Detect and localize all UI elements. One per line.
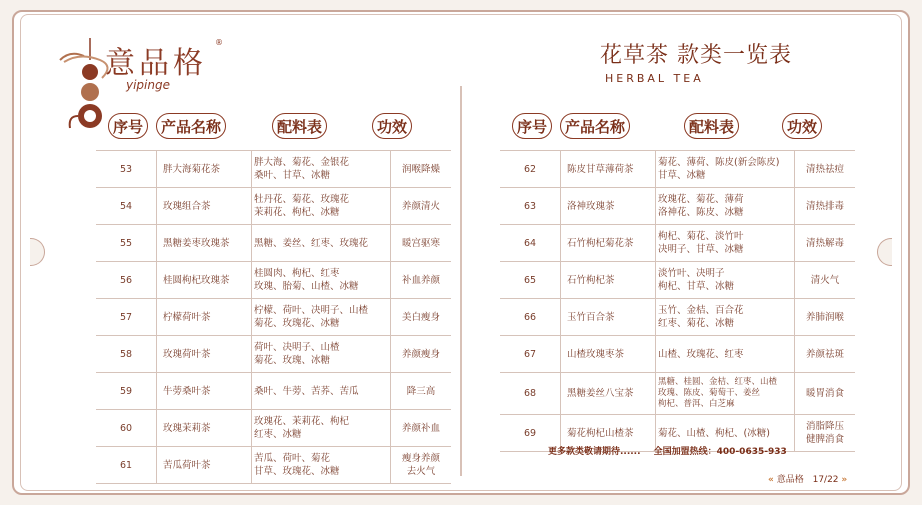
table-row: 69 菊花枸杞山楂茶 菊花、山楂、枸杞、(冰糖) 消脂降压 健脾消食	[500, 415, 855, 452]
footer-note	[548, 444, 787, 457]
center-fold	[460, 86, 462, 476]
page-number: 17/22	[812, 475, 839, 485]
table-row: 54 玫瑰组合茶 牡丹花、菊花、玫瑰花 茉莉花、枸杞、冰糖 养颜清火	[96, 188, 451, 225]
table-row: 67 山楂玫瑰枣茶 山楂、玫瑰花、红枣 养颜祛斑	[500, 336, 855, 373]
pager-brand: 意品格	[776, 475, 804, 485]
table-row: 66 玉竹百合茶 玉竹、金桔、百合花 红枣、菊花、冰糖 养肺润喉	[500, 299, 855, 336]
left-product-table	[96, 150, 451, 484]
table-row: 61 苦瓜荷叶茶 苦瓜、荷叶、菊花 甘草、玫瑰花、冰糖 瘦身养颜 去火气	[96, 447, 451, 484]
brand-name-en: yipinge	[126, 78, 170, 92]
more-coming-text: 更多款类敬请期待......	[548, 447, 641, 457]
franchise-hotline: 全国加盟热线：400-0635-933	[653, 447, 787, 457]
table-row: 65 石竹枸杞茶 淡竹叶、决明子 枸杞、甘草、冰糖 清火气	[500, 262, 855, 299]
left-header-product: 产品名称	[156, 113, 226, 139]
brand-name-cn: 意品格	[105, 46, 207, 81]
right-header-ingredients: 配料表	[684, 113, 739, 139]
prev-arrows-icon[interactable]: «	[768, 475, 774, 485]
next-arrows-icon[interactable]: »	[841, 475, 848, 485]
page-title: 花草茶 款类一览表	[600, 43, 792, 68]
table-row: 63 洛神玫瑰茶 玫瑰花、菊花、薄荷 洛神花、陈皮、冰糖 清热排毒	[500, 188, 855, 225]
table-row: 55 黑糖姜枣玫瑰茶 黑糖、姜丝、红枣、玫瑰花 暖宫驱寒	[96, 225, 451, 262]
table-row: 53 胖大海菊花茶 胖大海、菊花、金银花 桑叶、甘草、冰糖 润喉降燥	[96, 151, 451, 188]
right-header-effect: 功效	[782, 113, 822, 139]
right-product-table	[500, 150, 855, 452]
page-subtitle: HERBAL TEA	[605, 72, 704, 85]
right-header-num: 序号	[512, 113, 552, 139]
left-header-ingredients: 配料表	[272, 113, 327, 139]
page-indicator	[768, 472, 847, 485]
table-row: 64 石竹枸杞菊花茶 枸杞、菊花、淡竹叶 决明子、甘草、冰糖 清热解毒	[500, 225, 855, 262]
left-header-effect: 功效	[372, 113, 412, 139]
table-row: 59 牛蒡桑叶茶 桑叶、牛蒡、苦荞、苦瓜 降三高	[96, 373, 451, 410]
left-header-num: 序号	[108, 113, 148, 139]
right-header-product: 产品名称	[560, 113, 630, 139]
table-row: 56 桂圆枸杞玫瑰茶 桂圆肉、枸杞、红枣 玫瑰、胎菊、山楂、冰糖 补血养颜	[96, 262, 451, 299]
table-row: 60 玫瑰茉莉茶 玫瑰花、茉莉花、枸杞 红枣、冰糖 养颜补血	[96, 410, 451, 447]
table-row: 62 陈皮甘草薄荷茶 菊花、薄荷、陈皮(新会陈皮) 甘草、冰糖 清热祛痘	[500, 151, 855, 188]
table-row: 57 柠檬荷叶茶 柠檬、荷叶、决明子、山楂 菊花、玫瑰花、冰糖 美白瘦身	[96, 299, 451, 336]
table-row: 68 黑糖姜丝八宝茶 黑糖、桂圆、金桔、红枣、山楂 玫瑰、陈皮、菊萄干、姜丝 枸杞、普洱、白芝麻 暖胃消食	[500, 373, 855, 415]
registered-mark: ®	[215, 38, 223, 47]
table-row: 58 玫瑰荷叶茶 荷叶、决明子、山楂 菊花、玫瑰、冰糖 养颜瘦身	[96, 336, 451, 373]
